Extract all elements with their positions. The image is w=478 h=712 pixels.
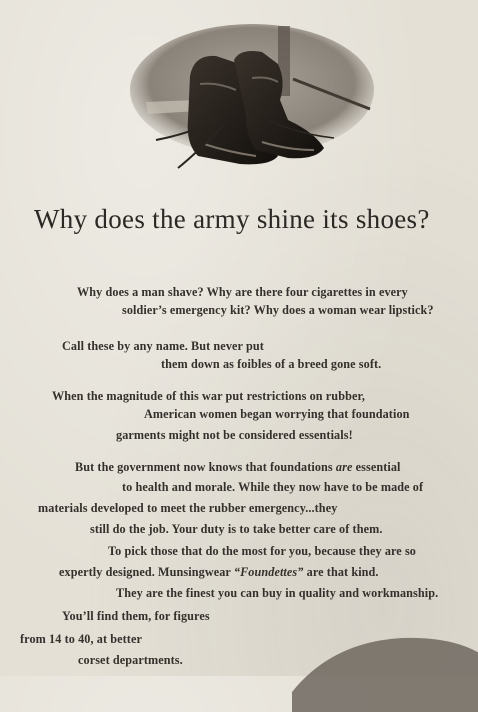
corner-photo-fragment	[292, 632, 478, 712]
body-line: They are the finest you can buy in quality and workmanship.	[116, 586, 439, 600]
body-line: Call these by any name. But never put	[62, 339, 264, 353]
body-line: Why does a man shave? Why are there four cigarettes in every	[77, 285, 408, 299]
army-boots-photo-icon	[128, 24, 376, 174]
body-line: to health and morale. While they now have to be made of	[122, 480, 424, 494]
body-line: To pick those that do the most for you, because they are so	[108, 544, 416, 558]
body-line: You’ll find them, for figures	[62, 609, 210, 623]
body-line: garments might not be considered essentials!	[116, 428, 353, 442]
body-line: materials developed to meet the rubber emergency...they	[38, 501, 338, 515]
body-line: When the magnitude of this war put restrictions on rubber,	[52, 389, 365, 403]
body-line: still do the job. Your duty is to take better care of them.	[90, 522, 383, 536]
body-line: expertly designed. Munsingwear “Foundettes” are that kind.	[59, 565, 379, 579]
body-line: corset departments.	[78, 653, 183, 667]
body-line: them down as foibles of a breed gone soft.	[161, 357, 382, 371]
body-line: American women began worrying that foundation	[144, 407, 410, 421]
body-line: from 14 to 40, at better	[20, 632, 142, 646]
body-line: But the government now knows that foundations are essential	[75, 460, 401, 474]
body-line: soldier’s emergency kit? Why does a woman wear lipstick?	[122, 303, 434, 317]
headline: Why does the army shine its shoes?	[34, 204, 430, 234]
